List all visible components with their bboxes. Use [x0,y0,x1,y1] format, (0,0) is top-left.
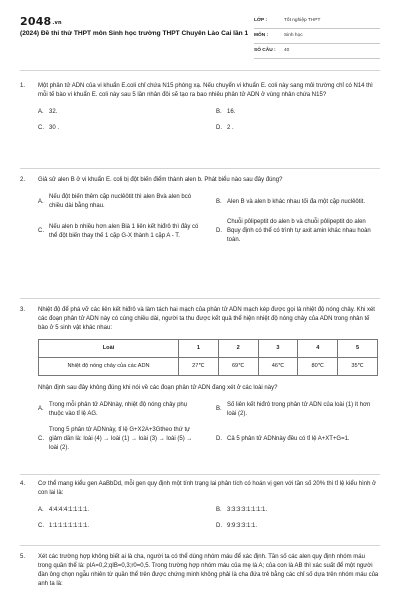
option-a[interactable]: A. 32. [38,109,58,115]
table-header-cell: 1 [179,340,219,358]
exam-meta [254,14,380,59]
option-b[interactable]: B. Alen B và alen b khác nhau tối đa một cặp nuclêôtit. [216,198,366,205]
table-cell: 69℃ [218,358,258,376]
question-text: Giả sử alen B ở vi khuẩn E. coli bị đột biến điểm thành alen b. Phát biểu nào sau đây đúng? [38,177,283,183]
meta-value: 40 [284,47,290,53]
question-text: Nhiệt độ để phá vỡ các liên kết hiđrô và làm tách hai mạch của phân tử ADN mạch kép được gọi là nhiệt độ nóng chảy. Khi xét các đoạn phân tử ADN này có cùng chiều dài, người ta thu được kết quả thể hiện nhiệt độ nóng chảy của ADN trong nhân tế bào ở 5 sinh vật khác nhau: [38,307,375,331]
exam-header [0,0,400,64]
option-d[interactable]: D. Chuỗi pôlipeptit do alen b và chuỗi pôlipeptit do alen Bquy định có thể có trình tự axit amin khác nhau hoàn toàn. [216,219,371,243]
table-header-cell: 5 [338,340,378,358]
table-header-cell: 3 [258,340,298,358]
divider [20,474,380,475]
option-d[interactable]: D. 9:9:3:3:1:1. [216,523,258,529]
option-a[interactable]: A. Nếu đột biến thêm cặp nuclêôtit thì alen Bvà alen bcó chiều dài bằng nhau. [38,194,192,209]
option-d[interactable]: D. 2 . [216,125,234,131]
divider [20,545,380,546]
question-number: 4. [20,481,26,487]
divider [20,168,380,169]
question-number: 1. [20,83,26,89]
table-cell: 46℃ [258,358,298,376]
divider [20,298,380,299]
answer-options [38,506,380,531]
table-header-cell: Loài [39,340,179,358]
question-5 [20,553,380,589]
question-text: Xét các trường hợp không biết ai là cha, người ta có thể dùng nhóm máu để xác định. Tần số các alen quy định nhóm máu trong quần thể là: pIA=0,2;qIB=0,3;r0=0,5. Trong trường hợp nhóm máu của mẹ là A; của con là AB thì xác suất để một người đàn ông chọn ngẫu nhiên từ quần thể trên được chứng minh không phải là cha đứa trẻ bằng các chỉ số dựa trên nhóm máu của anh ta là: [38,554,379,587]
answer-options [38,193,380,245]
melting-temperature-table [38,339,378,376]
table-header-row [39,340,378,358]
question-3 [20,306,380,453]
meta-value: Sinh học [284,32,303,38]
table-header-cell: 2 [218,340,258,358]
meta-row-class [254,14,380,29]
table-header-cell: 4 [298,340,338,358]
meta-key: SỐ CÂU : [254,47,276,53]
table-cell: 80℃ [298,358,338,376]
table-cell: 35℃ [338,358,378,376]
option-c[interactable]: C. 30 . [38,125,60,131]
question-1 [20,82,380,133]
option-c[interactable]: C. 1:1:1:1:1:1:1:1. [38,523,90,529]
option-b[interactable]: B. 3:3:3:3:1:1:1:1. [216,507,268,513]
question-text: Cơ thể mang kiểu gen AaBbDd, mỗi gen quy định một tính trạng lai phân tích có hoán vị gen với tần số 20% thì tỉ lệ kiểu hình ở con lai là: [38,481,377,496]
option-d[interactable]: D. Cả 5 phân tử ADNnày đều có tỉ lệ A+XT+G=1. [216,435,350,442]
table-cell: Nhiệt độ nóng chảy của các ADN [39,358,179,376]
question-number: 3. [20,307,26,313]
answer-options [38,108,380,133]
option-b[interactable]: B. 16. [216,109,236,115]
option-b[interactable]: B. Số liên kết hiđrô trong phân tử ADN của loài (1) ít hơn loài (2). [216,401,371,417]
option-c[interactable]: C. Nếu alen b nhiều hơn alen Bià 1 liên kết hiđrô thì đây có thể đột biến thay thế 1 cặp G-X thành 1 cặp A - T. [38,223,199,239]
question-number: 2. [20,177,26,183]
meta-key: LỚP : [254,17,268,23]
question-text: Một phân tử ADN của vi khuẩn E.coli chỉ chứa N15 phóng xạ. Nếu chuyển vi khuẩn E. coli này sang môi trường chỉ có N14 thì mỗi tế bào vi khuẩn E. coli này sau 5 lần nhân đôi sẽ tạo ra bao nhiêu phân tử ADN ở vùng nhân chứa N15? [38,83,373,98]
option-a[interactable]: A. Trong mỗi phân tử ADNnày, nhiệt độ nóng chảy phụ thuộc vào tỉ lệ AG. [38,401,188,417]
table-row [39,358,378,376]
question-prompt: Nhận định sau đây không đúng khi nói về các đoạn phân tử ADN đang xét ở các loài này? [38,385,278,391]
table-cell: 27℃ [179,358,219,376]
site-logo[interactable]: 2048.vn [20,15,62,28]
exam-title: (2024) Đề thi thử THPT môn Sinh học trường THPT Chuyên Lào Cai lần 1 [20,30,249,37]
question-2 [20,176,380,245]
meta-row-subject [254,29,380,44]
meta-key: MÔN : [254,32,269,38]
meta-row-count [254,44,380,59]
question-4 [20,480,380,531]
question-number: 5. [20,554,26,560]
answer-options [38,401,380,453]
option-c[interactable]: C. Trong 5 phân tử ADNnày, tỉ lệ G+X2A+3Gtheo thứ tự giảm dần là: loài (4) → loài (1) → loài (3) → loài (5) → loài (2). [38,426,193,451]
option-a[interactable]: A. 4:4:4:4:1:1:1:1. [38,507,90,513]
meta-value: Tốt nghiệp THPT [284,17,321,23]
divider [20,70,380,71]
